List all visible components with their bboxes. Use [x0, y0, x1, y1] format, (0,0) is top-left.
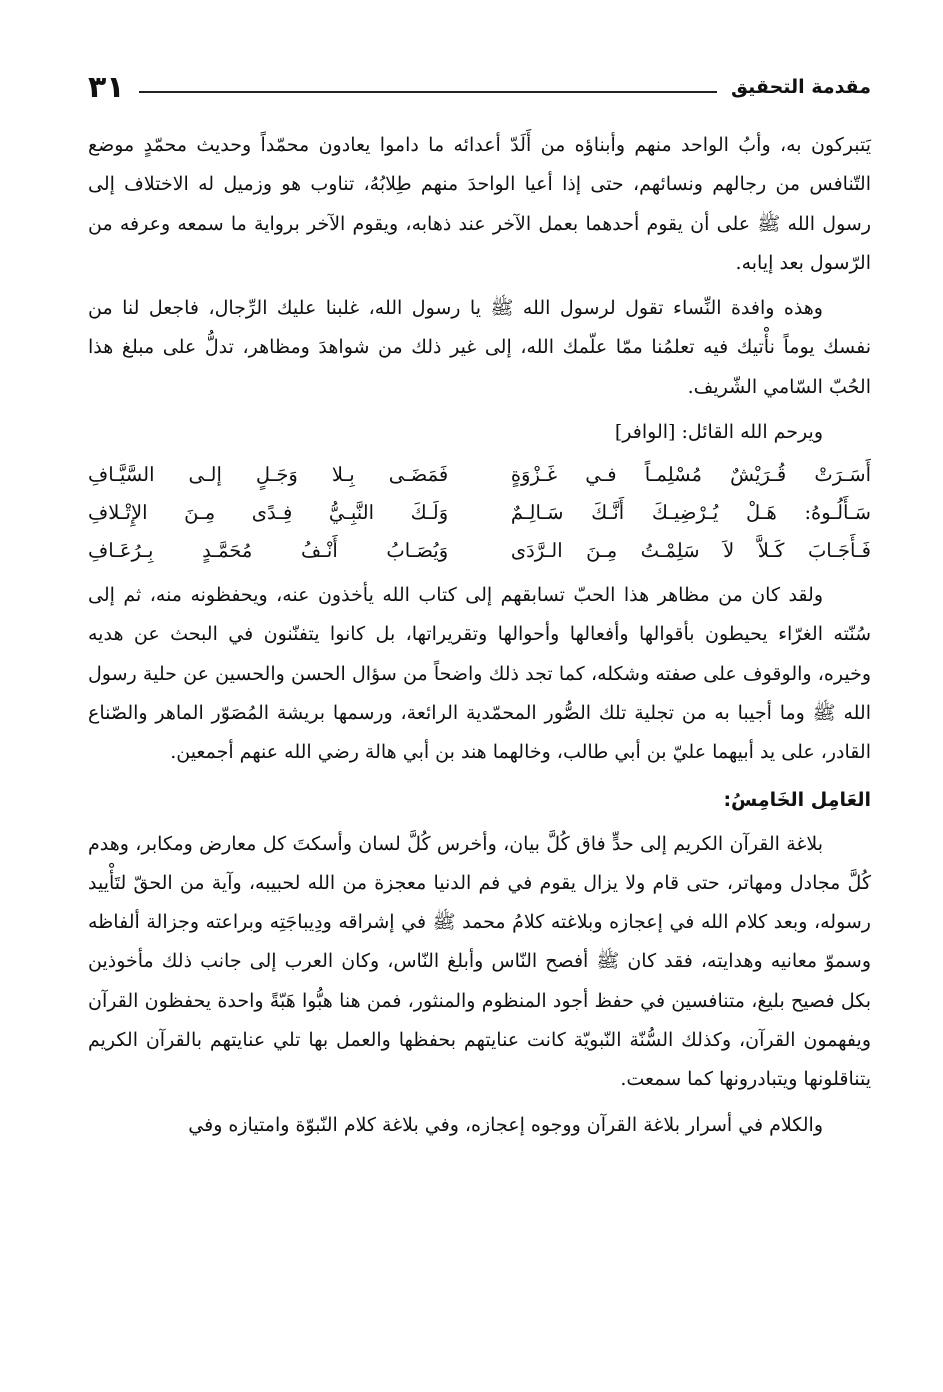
page-header [88, 62, 871, 112]
poem-verse-2 [88, 494, 871, 532]
poem [88, 456, 871, 570]
paragraph-5: والكلام في أسرار بلاغة القرآن ووجوه إعجازه، وفي بلاغة كلام النّبوّة وامتيازه وفي [188, 1113, 823, 1136]
header-rule [139, 91, 717, 93]
paragraph-2: وهذه وافدة النِّساء تقول لرسول الله ﷺ يا رسول الله، غلبنا عليك الرِّجال، فاجعل لنا من نفسك يوماً نأْتيك فيه تعلمُنا ممّا علّمك الله، إلى غير ذلك من شواهدَ ومظاهر، تدلُّ على مبلغ هذا الحُبّ السّامي الشّريف. [88, 297, 871, 398]
verse-2-second-hemistich: وَلَـكَ النَّبِـيُّ فِـدًى مِـنَ الإِتْـلافِ [88, 501, 449, 525]
paragraph-4: بلاغة القرآن الكريم إلى حدٍّ فاق كُلَّ بيان، وأخرس كُلَّ لسان وأسكتَ كل معارض ومكابر، وهدم كُلَّ مجادل ومهاتر، حتى قام ولا يزال يقوم في فم الدنيا معجزة من الله لحبيبه، وآية من الحقّ لتَأْييد رسوله، وبعد كلام الله في إعجازه وبلاغته كلامُ محمد ﷺ في إشراقه ودِيباجَتِه وبراعته وجزالة ألفاظه وسموّ معانيه وهدايته، فقد كان ﷺ أفصح النّاس وأبلغ النّاس، وكان العرب إلى جانب ذلك مأخوذين بكل فصيح بليغ، متنافسين في حفظ أجود المنظوم والمنثور، فمن هنا هبُّوا هَبّةً واحدة يحفظون القرآن ويفهمون القرآن، وكذلك السُّنّة النّبويّة كانت عنايتهم بحفظها والعمل بها تلي عنايتهم بالقرآن الكريم يتناقلونها ويتبادرونها كما سمعت. [88, 832, 871, 1091]
poem-verse-1 [88, 456, 871, 494]
verse-3-second-hemistich: وَيُصَـابُ أَنْـفُ مُحَمَّـدٍ بِـرُعَـافِ [88, 539, 449, 563]
page-number: ٣١ [88, 69, 125, 105]
section-title: العَامِل الخَامِسُ: [723, 788, 871, 811]
verse-2-first-hemistich: سَـأَلُـوهُ: هَـلْ يُـرْضِيـكَ أَنَّـكَ سَـالِـمٌ [510, 501, 871, 525]
verse-1-first-hemistich: أَسَـرَتْ قُـرَيْشٌ مُسْلِمـاً فـي غَـزْوَةٍ [510, 463, 871, 487]
poem-verse-3 [88, 532, 871, 570]
header-title: مقدمة التحقيق [731, 76, 871, 98]
poem-intro: ويرحم الله القائل: [الوافر] [614, 421, 823, 444]
verse-1-second-hemistich: فَمَضَـى بِـلا وَجَـلٍ إلـى السَّيَّـافِ [88, 463, 449, 487]
page-content [88, 126, 871, 1145]
verse-3-first-hemistich: فَـأَجَـابَ كَـلاَّ لاَ سَلِمْـتُ مِـنَ الـرَّدَى [510, 539, 871, 563]
paragraph-1: يَتبركون به، وأبُ الواحد منهم وأبناؤه من أَلَدّ أعدائه ما داموا يعادون محمّداً وحديث محمّدٍ موضع التّنافس من رجالهم ونسائهم، حتى إذا أعيا الواحدَ منهم طِلابُهُ، تناوب هو وزميل له الاختلاف إلى رسول الله ﷺ على أن يقوم أحدهما بعمل الآخر عند ذهابه، ويقوم الآخر برواية ما سمعه وعرفه من الرّسول بعد إيابه. [88, 134, 871, 274]
paragraph-3: ولقد كان من مظاهر هذا الحبّ تسابقهم إلى كتاب الله يأخذون عنه، ويحفظونه منه، ثم إلى سُنّته الغرّاء يحيطون بأقوالها وأفعالها وأحوالها وتقريراتها، بل كانوا يتفنّنون في البحث عن هديه وخيره، والوقوف على صفته وشكله، كما تجد ذلك واضحاً من سؤال الحسن والحسين عن حلية رسول الله ﷺ وما أجيبا به من تجلية تلك الصُّور المحمّدية الرائعة، ورسمها بريشة المُصَوّر الماهر والصّناع القادر، على يد أبيهما عليّ بن أبي طالب، وخالهما هند بن أبي هالة رضي الله عنهم أجمعين. [88, 584, 871, 764]
